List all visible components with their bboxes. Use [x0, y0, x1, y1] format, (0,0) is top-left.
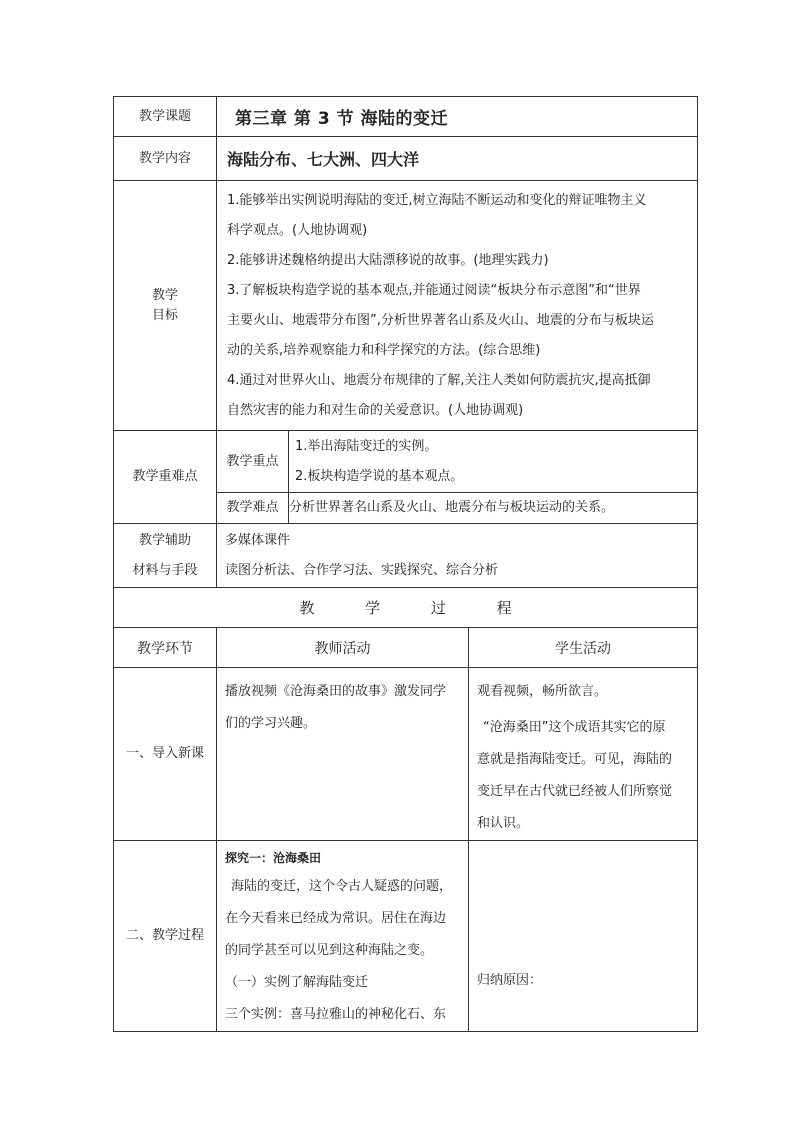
stage1-student-line: 变迁早在古代就已经被人们所察觉 — [477, 784, 673, 799]
goal-line: 自然灾害的能力和对生命的关爱意识。(人地协调观) — [227, 402, 524, 418]
goals-label-line1: 教学 — [151, 288, 178, 303]
content-label: 教学内容 — [114, 137, 217, 181]
stage1-student-line: “沧海桑田”这个成语其实它的原 — [483, 720, 666, 735]
stage1-student — [469, 668, 698, 841]
stage2-teacher-line: 的同学甚至可以见到这种海陆之变。 — [225, 943, 434, 958]
process-title-char: 程 — [496, 599, 512, 617]
focus-item: 1.举出海陆变迁的实例。 — [295, 438, 438, 454]
goal-line: 主要火山、地震带分布图”,分析世界著名山系及火山、地震的分布与板块运 — [227, 312, 654, 328]
stage2-teacher-line: 海陆的变迁，这个令古人疑惑的问题， — [231, 879, 453, 894]
focus-item: 2.板块构造学说的基本观点。 — [295, 468, 464, 484]
stage1-teacher — [217, 668, 469, 841]
topic-value: 第三章 第 3 节 海陆的变迁 — [217, 97, 698, 137]
process-title — [114, 588, 698, 628]
process-title-char: 学 — [365, 599, 381, 617]
goal-line: 1.能够举出实例说明海陆的变迁,树立海陆不断运动和变化的辩证唯物主义 — [227, 192, 647, 208]
stage2-teacher-line: 在今天看来已经成为常识。居住在海边 — [225, 911, 447, 926]
process-header-row — [114, 628, 698, 668]
focus-row — [114, 431, 698, 493]
goal-line: 动的关系,培养观察能力和科学探究的方法。(综合思维) — [227, 342, 541, 358]
aids-label — [114, 524, 217, 588]
col-header-stage: 教学环节 — [114, 628, 217, 668]
stage1-student-line: 和认识。 — [477, 816, 530, 831]
aids-line: 读图分析法、合作学习法、实践探究、综合分析 — [225, 562, 499, 578]
goal-line: 科学观点。(人地协调观) — [227, 222, 368, 238]
goal-line: 2.能够讲述魏格纳提出大陆漂移说的故事。(地理实践力) — [227, 252, 549, 268]
aids-label-line1: 教学辅助 — [138, 532, 191, 548]
goals-row — [114, 181, 698, 431]
aids-label-line2: 材料与手段 — [132, 562, 198, 578]
focus-content — [289, 431, 698, 493]
stage1-teacher-line: 播放视频《沧海桑田的故事》激发同学 — [225, 684, 447, 699]
stage2-name: 二、教学过程 — [114, 841, 217, 1032]
topic-label: 教学课题 — [114, 97, 217, 137]
lesson-plan-table — [113, 96, 698, 1032]
goal-line: 4.通过对世界火山、地震分布规律的了解,关注人类如何防震抗灾,提高抵御 — [227, 372, 651, 388]
goals-content — [217, 181, 698, 431]
stage2-student — [469, 841, 698, 1032]
aids-line: 多媒体课件 — [225, 532, 291, 548]
focus-label: 教学重点 — [217, 431, 289, 493]
goal-line: 3.了解板块构造学说的基本观点,并能通过阅读“板块分布示意图”和“世界 — [227, 282, 641, 298]
stage1-teacher-line: 们的学习兴趣。 — [225, 716, 317, 731]
col-header-student: 学生活动 — [469, 628, 698, 668]
key-points-label: 教学重难点 — [114, 431, 217, 524]
process-title-row — [114, 588, 698, 628]
content-row — [114, 137, 698, 181]
inquiry-title: 探究一：沧海桑田 — [225, 851, 322, 865]
aids-row — [114, 524, 698, 588]
content-value: 海陆分布、七大洲、四大洋 — [217, 137, 698, 181]
stage2-teacher-line: 三个实例：喜马拉雅山的神秘化石、东 — [225, 1007, 447, 1022]
stage2-row — [114, 841, 698, 1032]
topic-row — [114, 97, 698, 137]
stage1-name: 一、导入新课 — [114, 668, 217, 841]
stage2-teacher-line: （一）实例了解海陆变迁 — [225, 975, 369, 990]
goals-label — [114, 181, 217, 431]
aids-content — [217, 524, 698, 588]
stage1-student-p1: 观看视频，畅所欲言。 — [477, 684, 608, 699]
stage1-row — [114, 668, 698, 841]
process-title-char: 教 — [299, 599, 315, 617]
stage2-teacher — [217, 841, 469, 1032]
stage2-student-text: 归纳原因： — [477, 973, 543, 988]
difficulty-label: 教学难点 — [217, 493, 289, 524]
process-title-char: 过 — [430, 599, 446, 617]
goals-label-line2: 目标 — [151, 307, 178, 323]
difficulty-value: 分析世界著名山系及火山、地震分布与板块运动的关系。 — [289, 493, 698, 524]
stage1-student-line: 意就是指海陆变迁。可见，海陆的 — [477, 752, 673, 767]
col-header-teacher: 教师活动 — [217, 628, 469, 668]
